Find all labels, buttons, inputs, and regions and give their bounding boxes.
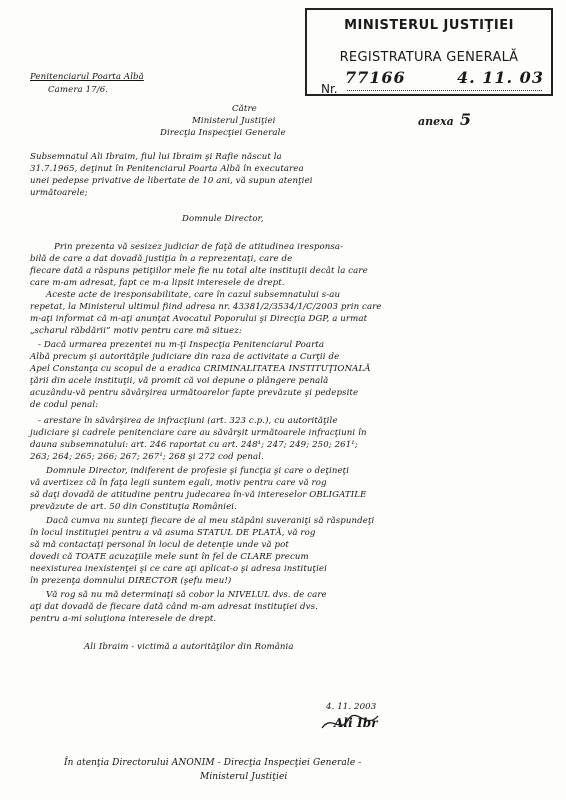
body-line: - arestare în săvârşirea de infracţiuni (art. 323 c.p.), cu autorităţile bbox=[38, 416, 338, 426]
body-line: dovedi că TOATE acuzaţiile mele sunt în fel de CLARE precum bbox=[30, 552, 309, 562]
body-line: aţi dat dovadă de fiecare dată când m-am adresat instituţiei dvs. bbox=[30, 602, 318, 612]
sender-line-2: Camera 17/6. bbox=[48, 85, 109, 95]
signature-mark: Ali Ibr bbox=[334, 716, 378, 730]
body-line: repetat, la Ministerul ultimul fiind adresa nr. 43381/2/3534/1/C/2003 prin care bbox=[30, 302, 382, 312]
body-line: de codul penal: bbox=[30, 400, 99, 410]
addressee-line-2: Direcţia Inspecţiei Generale bbox=[160, 128, 286, 138]
body-line: Dacă cumva nu sunteţi fiecare de al meu stăpâni suveraniţi să răspundeţi bbox=[46, 516, 375, 526]
stamp-registration-date: 4. 11. 03 bbox=[457, 68, 544, 87]
annex-label: anexa bbox=[418, 115, 454, 128]
signature-date: 4. 11. 2003 bbox=[326, 702, 377, 712]
sender-line-1: Penitenciarul Poarta Albă bbox=[30, 72, 144, 82]
body-line: - Dacă urmarea prezentei nu m-ţi Inspecţia Penitenciarul Poarta bbox=[38, 340, 325, 350]
body-line: neexisturea inexistenţei şi ce care aţi aplicat-o şi adresa instituţiei bbox=[30, 564, 327, 574]
body-line: m-aţi informat că m-aţi anunţat Avocatul Poporului şi Direcţia DGP, a urmat bbox=[30, 314, 368, 324]
signature-scribble bbox=[318, 710, 388, 736]
addressee-to: Către bbox=[232, 104, 257, 114]
annex-mark bbox=[418, 110, 471, 129]
addressee-line-1: Ministerul Justiţiei bbox=[192, 116, 276, 126]
body-line: ţării din acele instituţii, vă promit că voi depune o plângere penală bbox=[30, 376, 329, 386]
stamp-ministry: MINISTERUL JUSTIŢIEI bbox=[344, 18, 514, 33]
stamp-nr-label: Nr. bbox=[321, 82, 338, 96]
intro-line: Subsemnatul Ali Ibraim, fiul lui Ibraim şi Rafie născut la bbox=[30, 152, 282, 162]
body-line: dauna subsemnatului: art. 246 raportat cu art. 248¹; 247; 249; 250; 261¹; bbox=[30, 440, 358, 450]
registry-stamp bbox=[305, 8, 553, 96]
body-line: „scharul răbdării” motiv pentru care mă situez: bbox=[30, 326, 242, 336]
body-line: pentru a-mi soluţiona interesele de drept. bbox=[30, 614, 217, 624]
body-line: fiecare dată a răspuns petiţiilor mele fie nu total alte instituţii decât la care bbox=[30, 266, 368, 276]
body-line: să mă contactaţi personal în locul de detenţie unde vă pot bbox=[30, 540, 289, 550]
body-line: Domnule Director, indiferent de profesie şi funcţia şi care o deţineţi bbox=[46, 466, 350, 476]
salutation: Domnule Director, bbox=[182, 214, 264, 224]
body-line: Apel Constanţa cu scopul de a eradica CRIMINALITATEA INSTITUŢIONALĂ bbox=[30, 364, 371, 374]
annex-number: 5 bbox=[459, 110, 471, 129]
body-line: 263; 264; 265; 266; 267; 267¹; 268 şi 272 cod penal. bbox=[30, 452, 264, 462]
body-line: prevăzute de art. 50 din Constituţia României. bbox=[30, 502, 237, 512]
footer-line: În atenţia Directorului ANONIM - Direcţia Inspecţiei Generale - bbox=[64, 758, 362, 768]
body-line: judiciare şi cadrele penitenciare care au săvârşit următoarele infracţiuni în bbox=[30, 428, 367, 438]
stamp-registration-number: 77166 bbox=[345, 68, 406, 87]
stamp-registry: REGISTRATURA GENERALĂ bbox=[339, 50, 519, 65]
footer-line: Ministerul Justiţiei bbox=[200, 772, 288, 782]
stamp-dotted-line bbox=[347, 90, 542, 91]
body-line: în locul instituţiei pentru a vă asuma STATUL DE PLATĂ, vă rog bbox=[30, 528, 316, 538]
body-line: în prezenţa domnului DIRECTOR (şefu meu!) bbox=[30, 576, 232, 586]
intro-line: 31.7.1965, deţinut în Penitenciarul Poarta Albă în executarea bbox=[30, 164, 304, 174]
body-line: Albă precum şi autorităţile judiciare din raza de activitate a Curţii de bbox=[30, 352, 340, 362]
body-line: care m-am adresat, fapt ce m-a lipsit interesele de drept. bbox=[30, 278, 285, 288]
intro-line: unei pedepse privative de libertate de 10 ani, vă supun atenţiei bbox=[30, 176, 313, 186]
body-line: Aceste acte de iresponsabilitate, care în cazul subsemnatului s-au bbox=[46, 290, 341, 300]
body-line: bilă de care a dat dovadă justiţia în a reprezentaţi, care de bbox=[30, 254, 293, 264]
body-line: Prin prezenta vă sesizez judiciar de faţă de atitudinea iresponsa- bbox=[54, 242, 344, 252]
body-line: vă avertizez că în faţa legii suntem egali, motiv pentru care vă rog bbox=[30, 478, 327, 488]
body-line: să daţi dovadă de atitudine pentru judecarea în-vă intereselor OBLIGATILE bbox=[30, 490, 367, 500]
body-line: Vă rog să nu mă determinaţi să cobor la NIVELUL dvs. de care bbox=[46, 590, 327, 600]
body-line: acuzându-vă pentru săvârşirea următoarelor fapte prevăzute şi pedepsite bbox=[30, 388, 359, 398]
closing-line: Ali Ibraim - victimă a autorităţilor din România bbox=[84, 642, 294, 652]
intro-line: următoarele; bbox=[30, 188, 88, 198]
